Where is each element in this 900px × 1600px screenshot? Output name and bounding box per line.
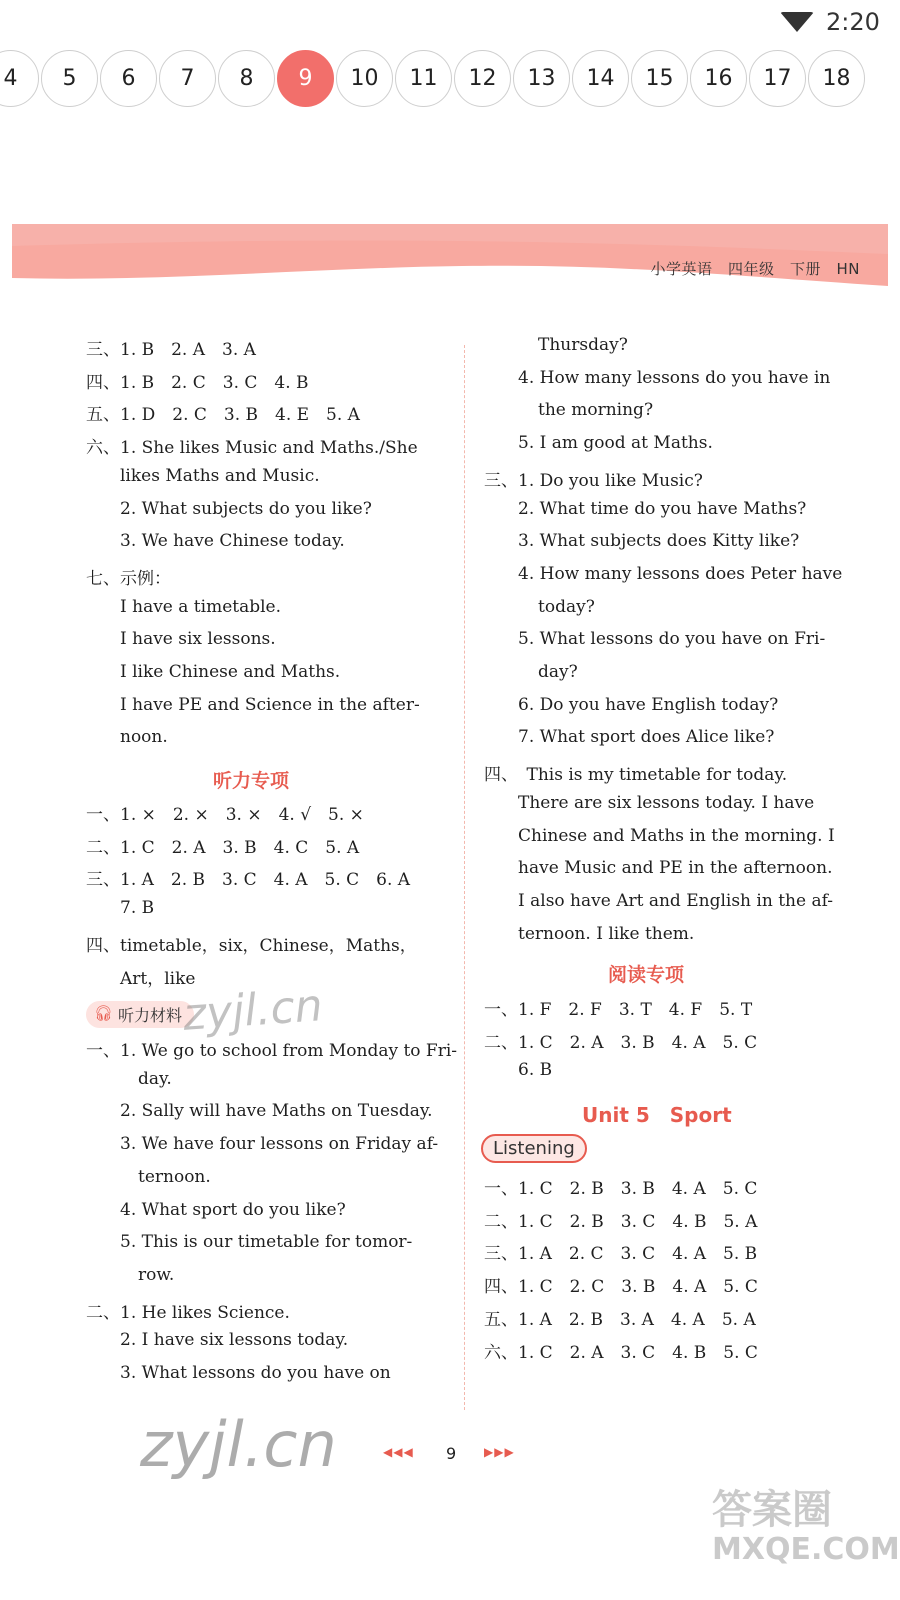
right-answer-line: 3. What subjects does Kitty like? [518,531,800,552]
left-material-line: 2. Sally will have Maths on Tuesday. [120,1101,433,1122]
column-divider [464,345,465,1410]
page-selector[interactable] [0,50,900,110]
right-answer-line: have Music and PE in the afternoon. [518,858,833,879]
page-button-8[interactable]: 8 [218,50,275,107]
page-number: 9 [446,1444,457,1463]
listening-material-tag [86,1001,194,1028]
left-answer-line: I like Chinese and Maths. [120,662,341,682]
listening-section-heading: 听力专项 [213,770,290,792]
right-answer-line: There are six lessons today. I have [518,792,815,813]
left-material-line: 2. I have six lessons today. [120,1330,349,1351]
next-page-button[interactable]: ▶▶▶ [484,1445,515,1459]
reading-section-heading: 阅读专项 [608,964,685,986]
left-material-line: row. [138,1264,175,1285]
page-button-4[interactable]: 4 [0,50,39,107]
page-button-15[interactable]: 15 [631,50,688,107]
right-answer-line: ternoon. I like them. [518,923,695,944]
left-answer-line: 2. What subjects do you like? [120,498,372,519]
right-answer-line: Thursday? [538,335,628,355]
right-answer-line: 四、 This is my timetable for today. [484,765,788,786]
left-material-line: 4. What sport do you like? [120,1199,346,1220]
page-button-6[interactable]: 6 [100,50,157,107]
right-answer-line: 5. What lessons do you have on Fri- [518,629,826,650]
right-unit-answer-line: 一、1. C 2. B 3. B 4. A 5. C [484,1179,758,1199]
status-bar [0,0,900,44]
book-info: 小学英语 四年级 下册 HN [650,260,860,278]
watermark-3: 答案圈 [712,1487,832,1533]
right-reading-answer-line: 6. B [518,1060,553,1081]
page-button-17[interactable]: 17 [749,50,806,107]
right-answer-line: 4. How many lessons do you have in [518,367,831,388]
left-answer-line: 五、1. D 2. C 3. B 4. E 5. A [86,405,360,426]
headphone-icon: 🎧︎ [94,1004,114,1022]
left-answer-line: 四、1. B 2. C 3. C 4. B [86,372,309,393]
right-answer-line: today? [538,596,595,617]
left-listening-answer-line: 一、1. × 2. × 3. × 4. √ 5. × [86,805,364,825]
page-button-7[interactable]: 7 [159,50,216,107]
page-button-9[interactable]: 9 [277,50,334,107]
right-answer-line: 5. I am good at Maths. [518,433,713,454]
page-button-5[interactable]: 5 [41,50,98,107]
left-answer-line: noon. [120,727,168,748]
listening-tag: Listening [481,1134,587,1163]
page-button-12[interactable]: 12 [454,50,511,107]
right-unit-answer-line: 六、1. C 2. A 3. C 4. B 5. C [484,1342,758,1363]
right-answer-line: I also have Art and English in the af- [518,890,834,911]
left-material-line: 5. This is our timetable for tomor- [120,1232,413,1253]
watermark-4: MXQE.COM [712,1532,900,1567]
left-listening-answer-line: 四、timetable，six，Chinese，Maths， [86,935,417,956]
watermark-2: zyjl.cn [140,1408,337,1481]
watermark-1: zyjl.cn [181,980,325,1041]
left-answer-line: I have PE and Science in the after- [120,694,420,715]
right-reading-answer-line: 一、1. F 2. F 3. T 4. F 5. T [484,1000,753,1020]
left-material-line: ternoon. [138,1166,211,1187]
left-material-line: 3. What lessons do you have on [120,1363,391,1383]
left-material-line: day. [138,1068,172,1089]
left-listening-answer-line: 7. B [120,898,155,919]
right-answer-line: 6. Do you have English today? [518,694,779,715]
right-answer-line: Chinese and Maths in the morning. I [518,825,835,846]
right-answer-line: 4. How many lessons does Peter have [518,563,843,584]
unit-heading: Unit 5 Sport [582,1103,732,1127]
right-answer-line: day? [538,662,578,682]
right-answer-line: 7. What sport does Alice like? [518,727,775,748]
right-answer-line: 2. What time do you have Maths? [518,498,807,519]
page-button-11[interactable]: 11 [395,50,452,107]
header-banner [12,224,888,290]
right-unit-answer-line: 五、1. A 2. B 3. A 4. A 5. A [484,1309,756,1330]
right-answer-line: 三、1. Do you like Music? [484,470,703,491]
page-button-16[interactable]: 16 [690,50,747,107]
right-unit-answer-line: 二、1. C 2. B 3. C 4. B 5. A [484,1211,758,1232]
prev-page-button[interactable]: ◀◀◀ [383,1445,414,1459]
left-listening-answer-line: 三、1. A 2. B 3. C 4. A 5. C 6. A [86,870,411,891]
left-material-line: 3. We have four lessons on Friday af- [120,1134,439,1155]
right-unit-answer-line: 四、1. C 2. C 3. B 4. A 5. C [484,1277,758,1298]
right-answer-line: the morning? [538,400,654,421]
left-material-line: 二、1. He likes Science. [86,1302,290,1323]
left-material-line: 一、1. We go to school from Monday to Fri- [86,1041,458,1061]
left-answer-line: 3. We have Chinese today. [120,531,345,552]
page-button-10[interactable]: 10 [336,50,393,107]
left-answer-line: likes Maths and Music. [120,465,320,486]
left-answer-line: I have a timetable. [120,596,282,617]
listening-material-label: 听力材料 [118,1006,183,1025]
page-button-14[interactable]: 14 [572,50,629,107]
left-answer-line: 七、示例： [86,568,171,589]
right-reading-answer-line: 二、1. C 2. A 3. B 4. A 5. C [484,1032,758,1053]
left-answer-line: I have six lessons. [120,629,276,650]
left-answer-line: 六、1. She likes Music and Maths./She [86,438,418,459]
page-button-13[interactable]: 13 [513,50,570,107]
left-listening-answer-line: Art，like [120,968,196,989]
wifi-icon [780,12,814,32]
page-button-18[interactable]: 18 [808,50,865,107]
left-answer-line: 三、1. B 2. A 3. A [86,340,256,360]
left-listening-answer-line: 二、1. C 2. A 3. B 4. C 5. A [86,837,360,858]
right-unit-answer-line: 三、1. A 2. C 3. C 4. A 5. B [484,1244,758,1265]
status-time: 2:20 [826,8,880,36]
